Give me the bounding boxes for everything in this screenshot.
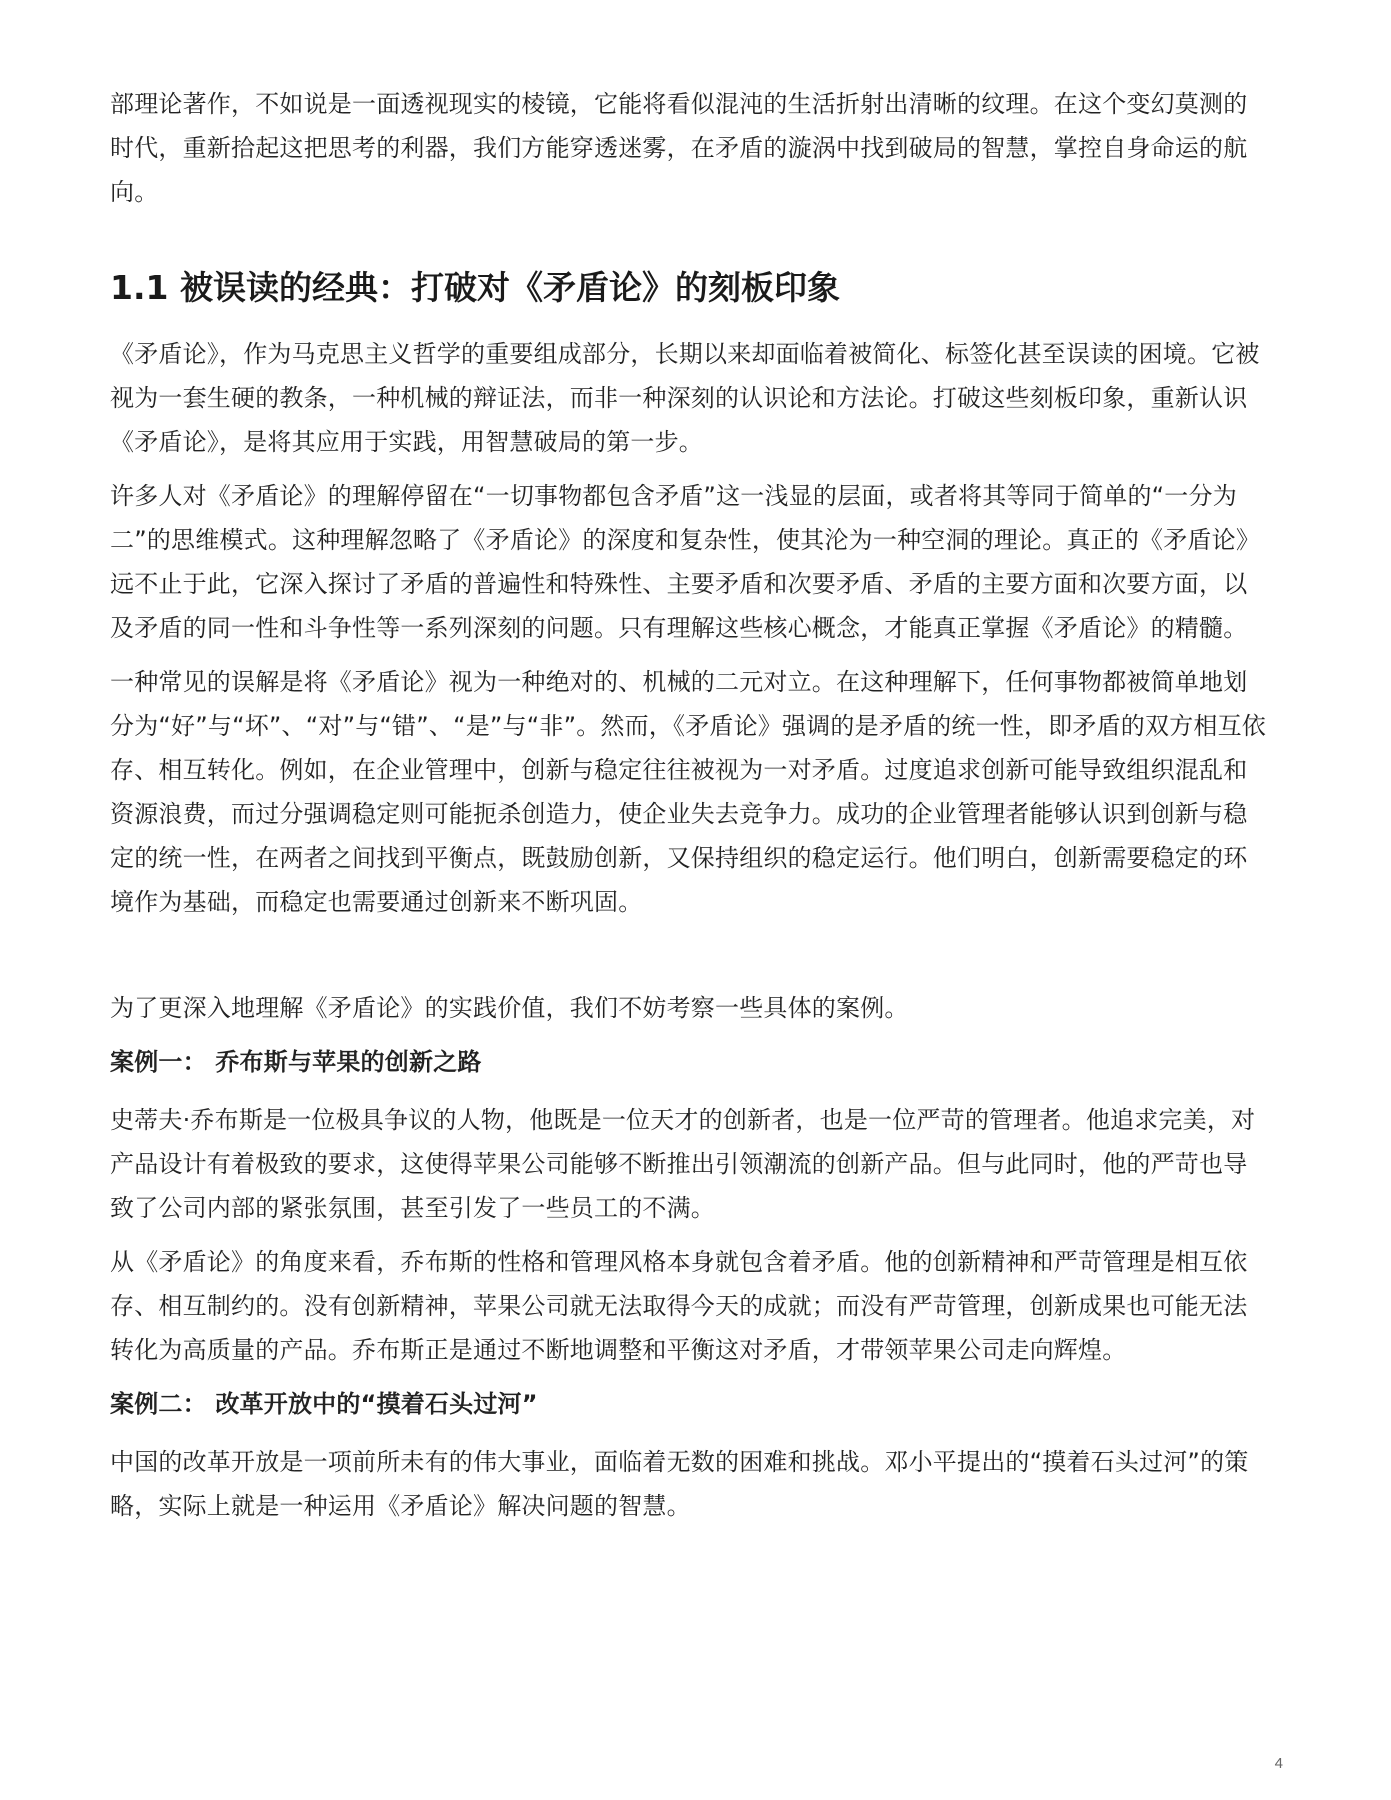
case-paragraph: 史蒂夫·乔布斯是一位极具争议的人物，他既是一位天才的创新者，也是一位严苛的管理者。他追求完美，对产品设计有着极致的要求，这使得苹果公司能够不断推出引领潮流的创新产品。但与此同时，他的严苛也导致了公司内部的紧张氛围，甚至引发了一些员工的不满。 xyxy=(110,1106,1256,1222)
cases-intro-paragraph: 为了更深入地理解《矛盾论》的实践价值，我们不妨考察一些具体的案例。 xyxy=(110,994,909,1022)
body-paragraph: 许多人对《矛盾论》的理解停留在“一切事物都包含矛盾”这一浅显的层面，或者将其等同于简单的“一分为二”的思维模式。这种理解忽略了《矛盾论》的深度和复杂性，使其沦为一种空洞的理论。真正的《矛盾论》远不止于此，它深入探讨了矛盾的普遍性和特殊性、主要矛盾和次要矛盾、矛盾的主要方面和次要方面，以及矛盾的同一性和斗争性等一系列深刻的问题。只有理解这些核心概念，才能真正掌握《矛盾论》的精髓。 xyxy=(110,482,1261,642)
intro-paragraph: 部理论著作，不如说是一面透视现实的棱镜，它能将看似混沌的生活折射出清晰的纹理。在这个变幻莫测的时代，重新拾起这把思考的利器，我们方能穿透迷雾，在矛盾的漩涡中找到破局的智慧，掌控自身命运的航向。 xyxy=(110,90,1248,206)
case-title: 案例二： 改革开放中的“摸着石头过河” xyxy=(110,1390,538,1418)
section-heading: 1.1 被误读的经典：打破对《矛盾论》的刻板印象 xyxy=(110,268,840,307)
page-number: 4 xyxy=(1274,1755,1283,1772)
case-paragraph: 中国的改革开放是一项前所未有的伟大事业，面临着无数的困难和挑战。邓小平提出的“摸着石头过河”的策略，实际上就是一种运用《矛盾论》解决问题的智慧。 xyxy=(110,1448,1249,1520)
spacer xyxy=(110,934,1270,986)
case-title: 案例一： 乔布斯与苹果的创新之路 xyxy=(110,1048,482,1076)
body-paragraph: 一种常见的误解是将《矛盾论》视为一种绝对的、机械的二元对立。在这种理解下，任何事物都被简单地划分为“好”与“坏”、“对”与“错”、“是”与“非”。然而，《矛盾论》强调的是矛盾的统一性，即矛盾的双方相互依存、相互转化。例如，在企业管理中，创新与稳定往往被视为一对矛盾。过度追求创新可能导致组织混乱和资源浪费，而过分强调稳定则可能扼杀创造力，使企业失去竞争力。成功的企业管理者能够认识到创新与稳定的统一性，在两者之间找到平衡点，既鼓励创新，又保持组织的稳定运行。他们明白，创新需要稳定的环境作为基础，而稳定也需要通过创新来不断巩固。 xyxy=(110,668,1266,916)
document-page xyxy=(110,82,1270,1538)
body-paragraph: 《矛盾论》，作为马克思主义哲学的重要组成部分，长期以来却面临着被简化、标签化甚至误读的困境。它被视为一套生硬的教条，一种机械的辩证法，而非一种深刻的认识论和方法论。打破这些刻板印象，重新认识《矛盾论》，是将其应用于实践，用智慧破局的第一步。 xyxy=(110,340,1260,456)
case-paragraph: 从《矛盾论》的角度来看，乔布斯的性格和管理风格本身就包含着矛盾。他的创新精神和严苛管理是相互依存、相互制约的。没有创新精神，苹果公司就无法取得今天的成就；而没有严苛管理，创新成果也可能无法转化为高质量的产品。乔布斯正是通过不断地调整和平衡这对矛盾，才带领苹果公司走向辉煌。 xyxy=(110,1248,1248,1364)
